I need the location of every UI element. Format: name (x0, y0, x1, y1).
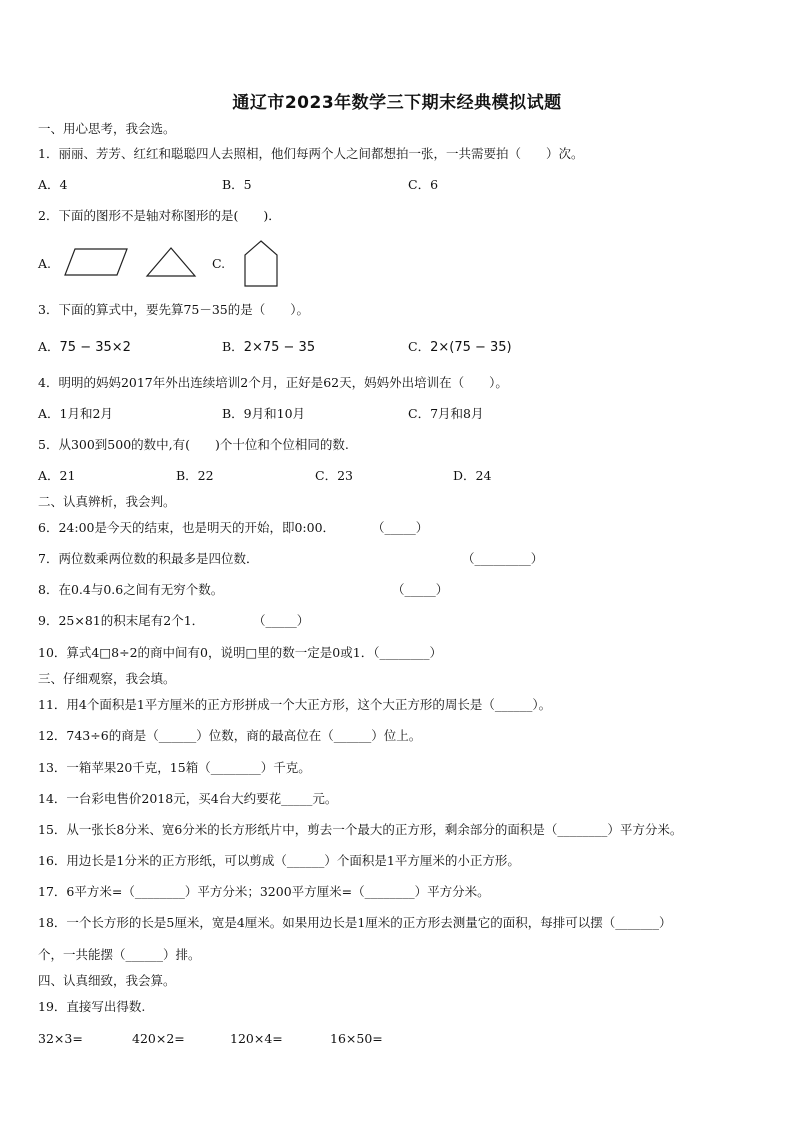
calc-item: 120×4= (230, 1031, 283, 1046)
question-1: 1．丽丽、芳芳、红红和聪聪四人去照相，他们每两个人之间都想拍一张，一共需要拍（ ）次。 (38, 146, 584, 161)
question-9: 9．25×81的积末尾有2个1． (38, 613, 205, 628)
question-16: 16．用边长是1分米的正方形纸，可以剪成（______）个面积是1平方厘米的小正方形。 (38, 853, 520, 868)
q4-option-b: B．9月和10月 (222, 406, 306, 421)
question-4: 4．明明的妈妈2017年外出连续培训2个月，正好是62天，妈妈外出培训在（ ）。 (38, 375, 508, 390)
triangle-shape (145, 245, 197, 279)
q8-answer-blank[interactable]: （_____） (392, 582, 449, 597)
calc-item: 32×3= (38, 1031, 83, 1046)
question-3: 3．下面的算式中，要先算75－35的是（ ）。 (38, 302, 310, 317)
q1-option-c: C．6 (408, 177, 439, 192)
question-10: 10．算式4□8÷2的商中间有0，说明□里的数一定是0或1．（________） (38, 645, 442, 660)
calc-item: 420×2= (132, 1031, 185, 1046)
q6-answer-blank[interactable]: （_____） (372, 520, 429, 535)
question-17: 17．6平方米=（________）平方分米；3200平方厘米=（________）平方分米。 (38, 884, 490, 899)
question-19: 19．直接写出得数. (38, 999, 146, 1014)
q3-option-b: B．2×75 − 35 (222, 339, 316, 355)
q2-option-c-label: C. (212, 256, 226, 271)
calc-item: 16×50= (330, 1031, 383, 1046)
q5-option-d: D．24 (453, 468, 492, 483)
section-heading-1: 一、用心思考，我会选。 (38, 121, 176, 136)
question-18-line-1: 18．一个长方形的长是5厘米，宽是4厘米。如果用边长是1厘米的正方形去测量它的面积，每排可以摆（_______） (38, 915, 672, 930)
q5-option-a: A．21 (38, 468, 76, 483)
q4-option-a: A．1月和2月 (38, 406, 113, 421)
q3-option-c: C．2×(75 − 35) (408, 339, 512, 355)
question-6: 6．24:00是今天的结束，也是明天的开始，即0:00． (38, 520, 336, 535)
question-7: 7．两位数乘两位数的积最多是四位数． (38, 551, 259, 566)
q4-option-c: C．7月和8月 (408, 406, 484, 421)
section-heading-3: 三、仔细观察，我会填。 (38, 671, 176, 686)
q3-option-a: A．75 − 35×2 (38, 339, 131, 355)
q7-answer-blank[interactable]: （_________） (462, 551, 544, 566)
section-heading-4: 四、认真细致，我会算。 (38, 973, 176, 988)
parallelogram-shape (63, 247, 129, 277)
q1-option-b: B．5 (222, 177, 252, 192)
question-15: 15．从一张长8分米、宽6分米的长方形纸片中，剪去一个最大的正方形，剩余部分的面积是（________）平方分米。 (38, 822, 683, 837)
page-title: 通辽市2023年数学三下期末经典模拟试题 (232, 93, 562, 113)
pentagon-house-shape (242, 239, 280, 289)
q9-answer-blank[interactable]: （_____） (253, 613, 310, 628)
question-11: 11．用4个面积是1平方厘米的正方形拼成一个大正方形，这个大正方形的周长是（______）。 (38, 697, 552, 712)
question-5: 5．从300到500的数中,有( )个十位和个位相同的数. (38, 437, 349, 452)
question-2: 2．下面的图形不是轴对称图形的是( )． (38, 208, 281, 223)
question-8: 8．在0.4与0.6之间有无穷个数。 (38, 582, 224, 597)
question-18-line-2: 个，一共能摆（______）排。 (38, 947, 201, 962)
q2-option-a-label: A. (38, 256, 52, 271)
q5-option-c: C．23 (315, 468, 353, 483)
question-12: 12．743÷6的商是（______）位数，商的最高位在（______）位上。 (38, 728, 422, 743)
question-13: 13．一箱苹果20千克，15箱（________）千克。 (38, 760, 311, 775)
section-heading-2: 二、认真辨析，我会判。 (38, 494, 176, 509)
question-14: 14．一台彩电售价2018元，买4台大约要花_____元。 (38, 791, 338, 806)
q5-option-b: B．22 (176, 468, 214, 483)
q1-option-a: A．4 (38, 177, 68, 192)
